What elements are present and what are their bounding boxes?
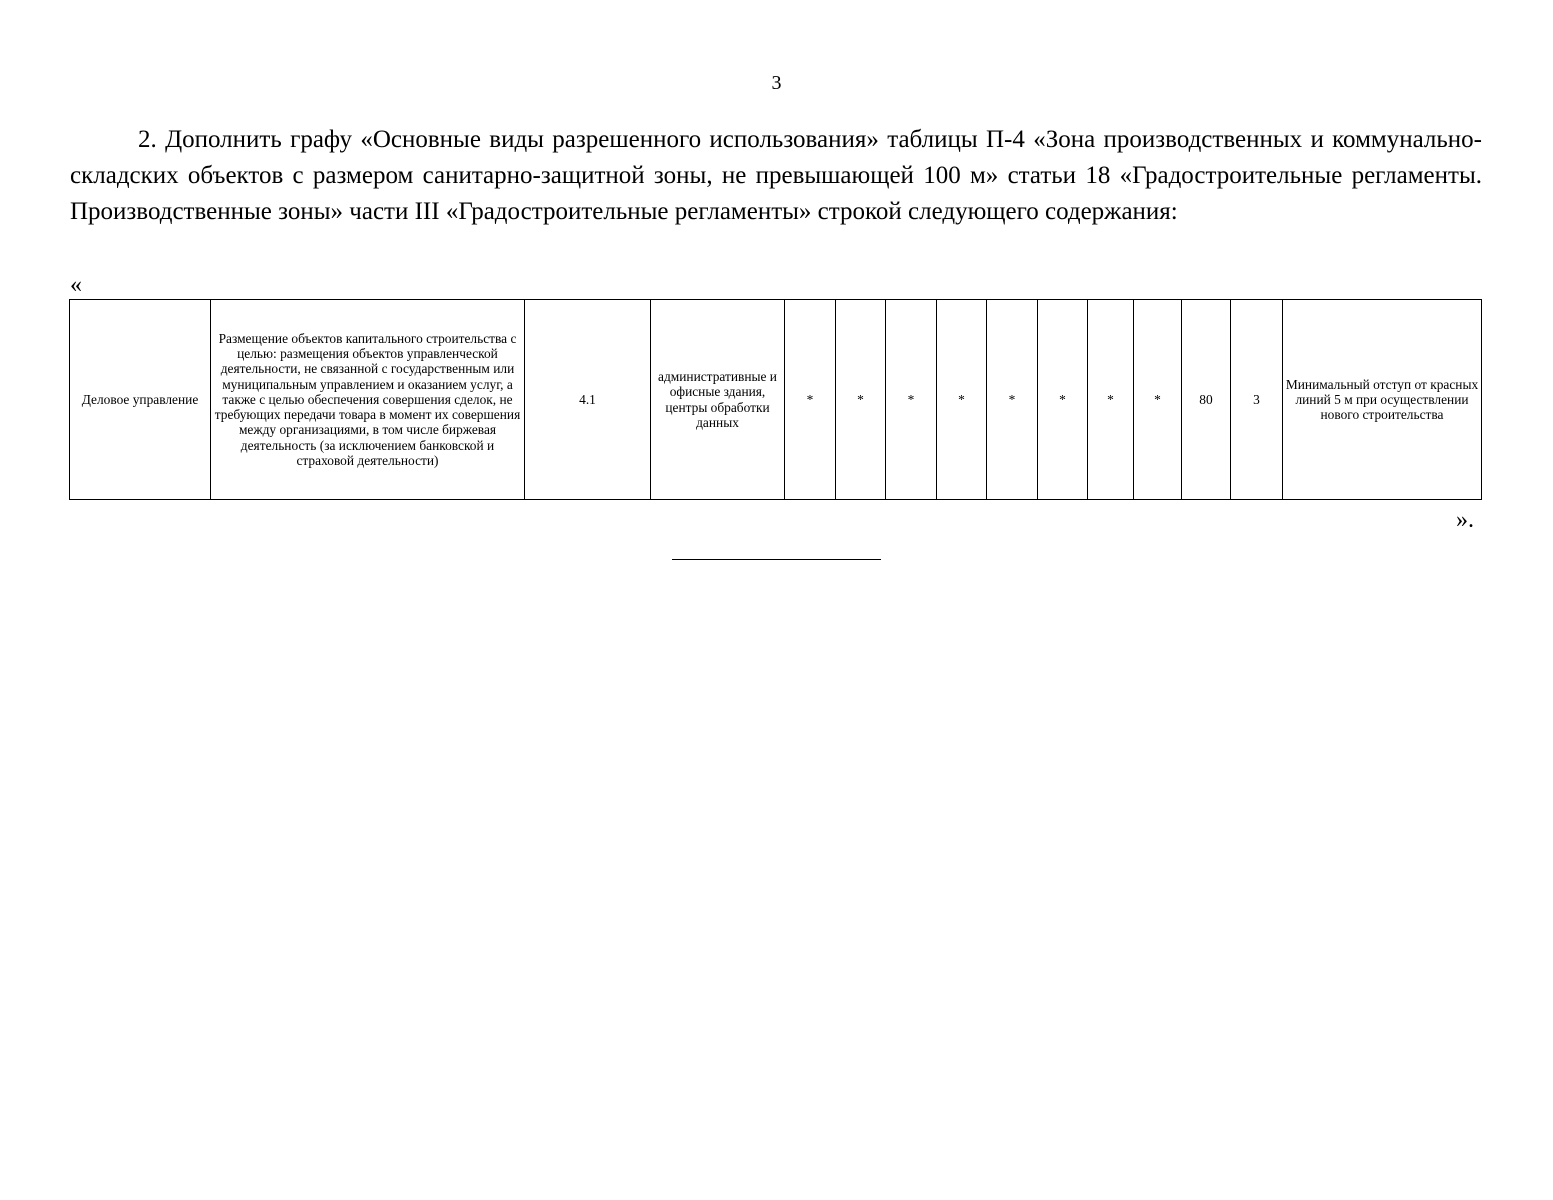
table-cell-param-6: * xyxy=(1038,300,1088,500)
table-cell-param-3: * xyxy=(886,300,937,500)
table-cell-zone-use: Деловое управление xyxy=(70,300,211,500)
table-cell-param-9: 80 xyxy=(1182,300,1231,500)
table-cell-param-10: 3 xyxy=(1231,300,1283,500)
closing-quote: ». xyxy=(1456,507,1474,533)
amendment-text: 2. Дополнить графу «Основные виды разрешенного использования» таблицы П-4 «Зона производственных и коммунально-складских объектов с размером санитарно-защитной зоны, не превышающей 100 м» статьи 18 «Градостроительные регламенты. Производственные зоны» части III «Градостроительные регламенты» строкой следующего содержания: xyxy=(70,126,1482,225)
table-cell-param-1: * xyxy=(785,300,836,500)
table-cell-notes: Минимальный отступ от красных линий 5 м при осуществлении нового строительства xyxy=(1283,300,1482,500)
table-cell-param-5: * xyxy=(987,300,1038,500)
amendment-paragraph xyxy=(70,122,1482,230)
page-number: 3 xyxy=(771,72,782,94)
table-cell-param-8: * xyxy=(1134,300,1182,500)
table-cell-use-description: Размещение объектов капитального строительства с целью: размещения объектов управленческой деятельности, не связанной с государственным или муниципальным управлением и оказанием услуг, а также с целью обеспечения совершения сделок, не требующих передачи товара в момент их совершения между организациями, в том числе биржевая деятельность (за исключением банковской и страховой деятельности) xyxy=(211,300,525,500)
divider-line xyxy=(672,559,881,560)
opening-quote: « xyxy=(70,272,82,298)
table-cell-param-2: * xyxy=(836,300,886,500)
table-cell-use-code: 4.1 xyxy=(525,300,651,500)
table-row xyxy=(70,300,1482,500)
table-cell-param-4: * xyxy=(937,300,987,500)
table-cell-param-7: * xyxy=(1088,300,1134,500)
regulation-table xyxy=(69,299,1482,500)
table-cell-object-types: административные и офисные здания, центры обработки данных xyxy=(651,300,785,500)
